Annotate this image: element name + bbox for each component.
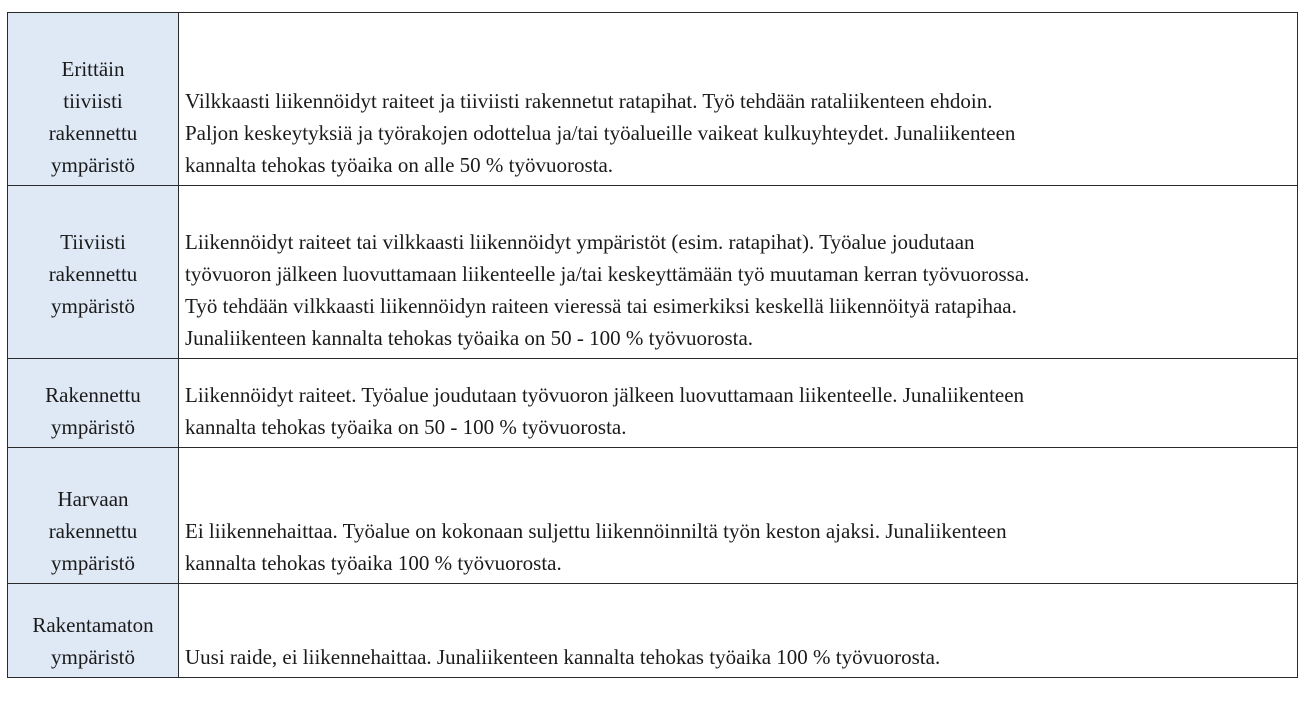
category-label: ympäristö <box>51 645 135 669</box>
category-label: Erittäin <box>61 57 125 81</box>
category-label: ympäristö <box>51 153 135 177</box>
category-label: Tiiviisti <box>60 230 126 254</box>
description-text: Paljon keskeytyksiä ja työrakojen odottelua ja/tai työalueille vaikeat kulkuyhteydet. Junaliikenteen <box>185 121 1016 145</box>
description-cell <box>179 13 1298 186</box>
description-text: kannalta tehokas työaika on 50 - 100 % työvuorosta. <box>185 415 627 439</box>
table-row <box>8 584 1298 678</box>
description-cell <box>179 584 1298 678</box>
table-row <box>8 186 1298 359</box>
work-environment-table <box>7 12 1298 678</box>
category-cell <box>8 186 179 359</box>
category-label: ympäristö <box>51 415 135 439</box>
description-text: Vilkkaasti liikennöidyt raiteet ja tiiviisti rakennetut ratapihat. Työ tehdään rataliikenteen ehdoin. <box>185 89 993 113</box>
description-text: Liikennöidyt raiteet tai vilkkaasti liikennöidyt ympäristöt (esim. ratapihat). Työalue joudutaan <box>185 230 975 254</box>
description-text: Ei liikennehaittaa. Työalue on kokonaan suljettu liikennöinniltä työn keston ajaksi. Junaliikenteen <box>185 519 1007 543</box>
description-text: Liikennöidyt raiteet. Työalue joudutaan työvuoron jälkeen luovuttamaan liikenteelle. Junaliikenteen <box>185 383 1025 407</box>
description-cell <box>179 186 1298 359</box>
category-cell <box>8 584 179 678</box>
category-label: rakennettu <box>48 262 138 286</box>
category-label: ympäristö <box>51 294 135 318</box>
category-label: Rakennettu <box>45 383 141 407</box>
category-label: Harvaan <box>57 487 129 511</box>
category-spacer <box>10 322 176 354</box>
description-text: kannalta tehokas työaika on alle 50 % työvuorosta. <box>185 153 614 177</box>
category-label: ympäristö <box>51 551 135 575</box>
description-text: Uusi raide, ei liikennehaittaa. Junaliikenteen kannalta tehokas työaika 100 % työvuorosta. <box>185 645 941 669</box>
description-cell <box>179 448 1298 584</box>
category-cell <box>8 13 179 186</box>
table-row <box>8 359 1298 448</box>
description-text: Työ tehdään vilkkaasti liikennöidyn raiteen vieressä tai esimerkiksi keskellä liikennöityä ratapihaa. <box>185 294 1017 318</box>
category-cell <box>8 448 179 584</box>
category-cell <box>8 359 179 448</box>
description-cell <box>179 359 1298 448</box>
table-row <box>8 13 1298 186</box>
description-text: kannalta tehokas työaika 100 % työvuorosta. <box>185 551 562 575</box>
category-label: Rakentamaton <box>32 613 154 637</box>
description-text: työvuoron jälkeen luovuttamaan liikenteelle ja/tai keskeyttämään työ muutaman kerran työvuorossa. <box>185 262 1030 286</box>
table-row <box>8 448 1298 584</box>
category-label: tiiviisti <box>63 89 123 113</box>
category-label: rakennettu <box>48 519 138 543</box>
category-label: rakennettu <box>48 121 138 145</box>
description-text: Junaliikenteen kannalta tehokas työaika on 50 - 100 % työvuorosta. <box>185 326 754 350</box>
